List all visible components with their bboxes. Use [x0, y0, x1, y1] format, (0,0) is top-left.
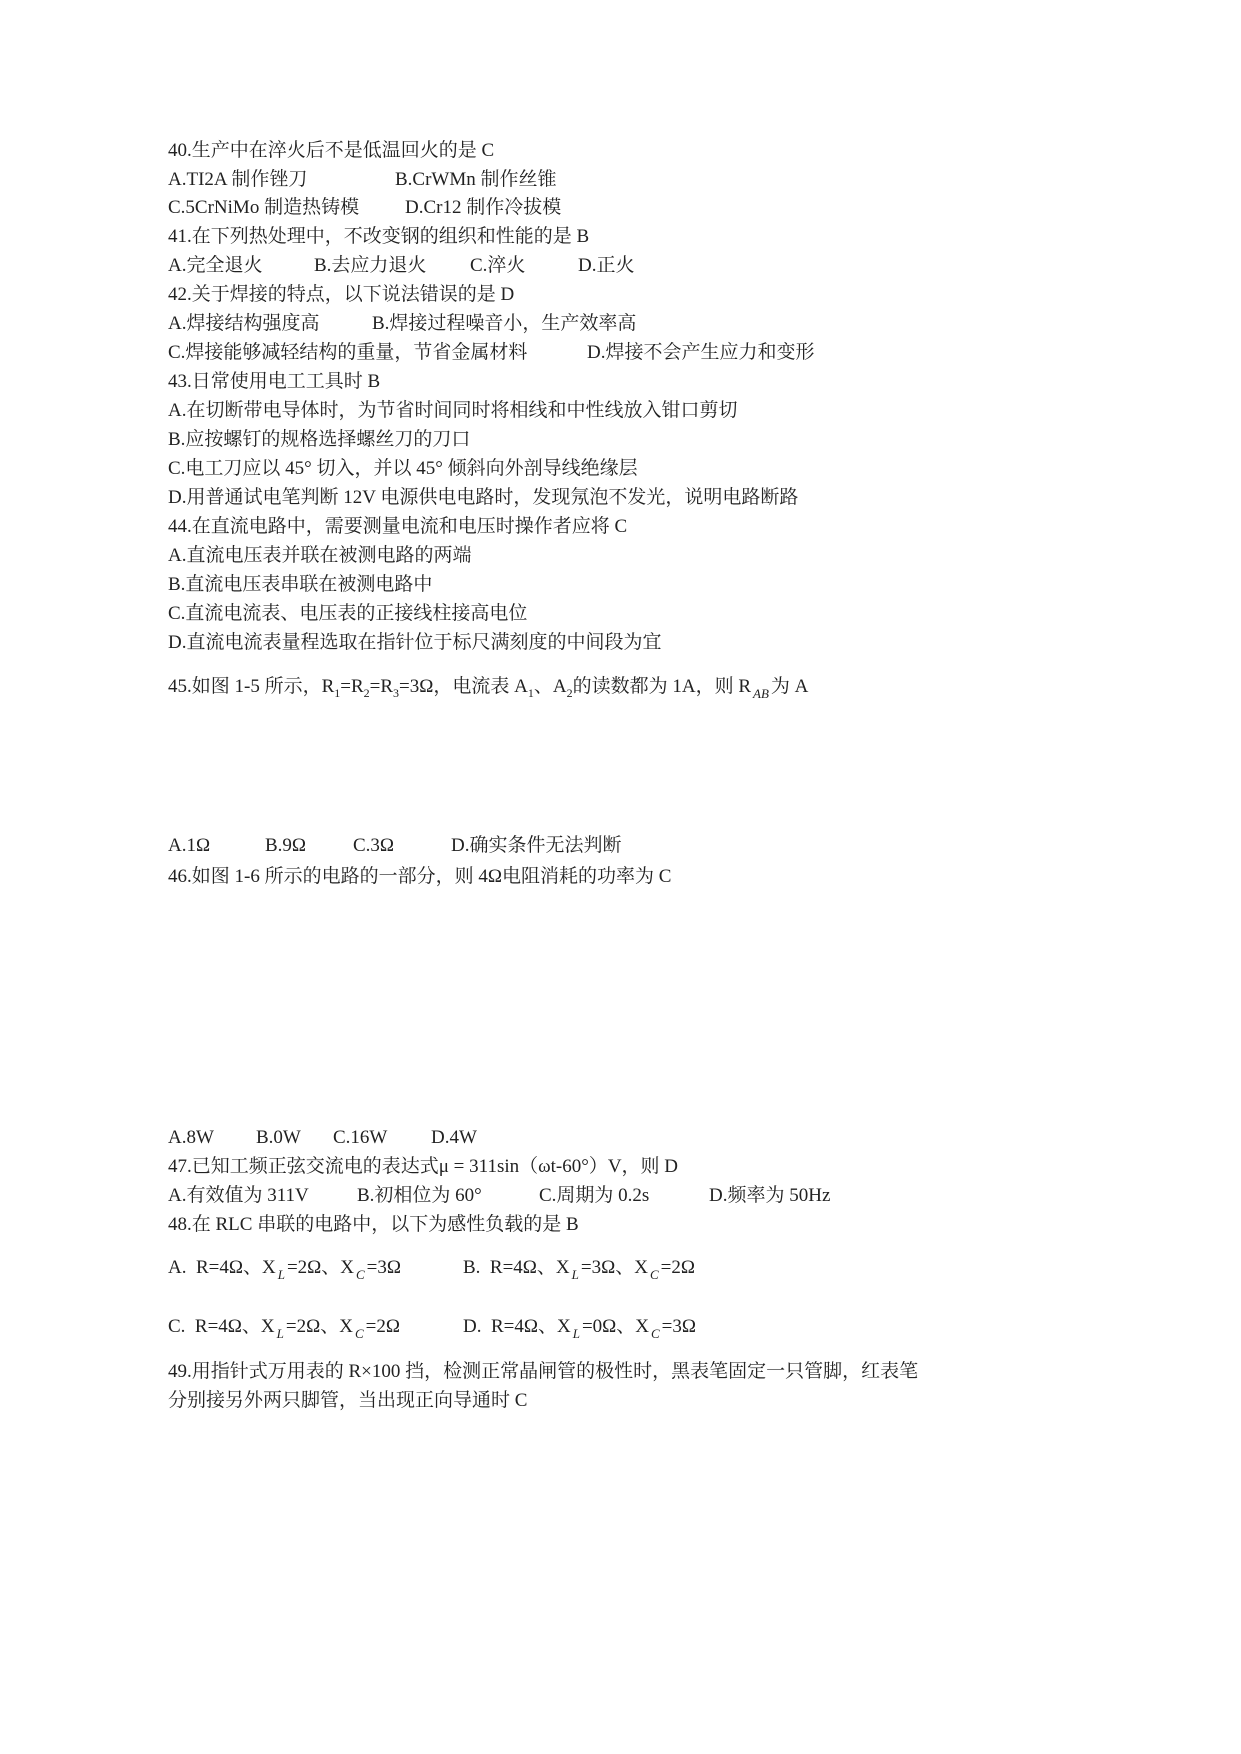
option-row: [0, 193, 1241, 222]
option-b: B.直流电压表串联在被测电路中: [168, 574, 433, 595]
option-b: B.CrWMn 制作丝锥: [395, 169, 557, 190]
option-text: D. R=4Ω、X: [463, 1316, 571, 1337]
option-row: [0, 1312, 1241, 1341]
question-stem: 47.已知工频正弦交流电的表达式μ = 311sin（ωt-60°）V，则 D: [168, 1156, 679, 1177]
subscript: 1: [334, 686, 341, 700]
subscript: C: [354, 1326, 364, 1341]
option-text: =0Ω、X: [581, 1316, 649, 1337]
option-d: D.正火: [578, 255, 635, 276]
option-a: A.完全退火: [168, 255, 263, 276]
question-stem: [168, 672, 808, 701]
option-a: A.8W: [168, 1127, 214, 1148]
option-a: A.TI2A 制作锉刀: [168, 169, 308, 190]
option-row: [0, 338, 1241, 367]
option-text: =3Ω、X: [580, 1257, 648, 1278]
subscript: 2: [566, 686, 573, 700]
option-text: B. R=4Ω、X: [463, 1257, 570, 1278]
subscript: L: [571, 1267, 579, 1282]
option-c: C.直流电流表、电压表的正接线柱接高电位: [168, 603, 528, 624]
option-b: B.0W: [256, 1127, 301, 1148]
question-stem: 48.在 RLC 串联的电路中，以下为感性负载的是 B: [168, 1214, 579, 1235]
option-b: B.初相位为 60°: [357, 1185, 482, 1206]
option-text: =3Ω: [366, 1257, 402, 1278]
option-c: C.电工刀应以 45° 切入，并以 45° 倾斜向外剖导线绝缘层: [168, 458, 638, 479]
option-c: C.焊接能够减轻结构的重量，节省金属材料: [168, 342, 528, 363]
option-text: =2Ω、X: [286, 1257, 354, 1278]
option-b: B.焊接过程噪音小，生产效率高: [372, 313, 637, 334]
question-stem-continued: 分别接另外两只脚管，当出现正向导通时 C: [168, 1390, 528, 1411]
option-a: A.有效值为 311V: [168, 1185, 309, 1206]
option-text: =2Ω、X: [285, 1316, 353, 1337]
option-row: [0, 165, 1241, 194]
question-stem: 44.在直流电路中，需要测量电流和电压时操作者应将 C: [168, 516, 628, 537]
subscript: C: [356, 1267, 365, 1282]
option-c: C.周期为 0.2s: [539, 1185, 650, 1206]
subscript: 3: [393, 686, 400, 700]
subscript: 1: [527, 686, 534, 700]
option-d: D.直流电流表量程选取在指针位于标尺满刻度的中间段为宜: [168, 632, 662, 653]
option-row: [0, 309, 1241, 338]
option-c: C.5CrNiMo 制造热铸模: [168, 197, 360, 218]
subscript: L: [276, 1326, 284, 1341]
option-text: A. R=4Ω、X: [168, 1257, 276, 1278]
subscript: C: [651, 1326, 660, 1341]
option-text: =3Ω: [661, 1316, 697, 1337]
option-b: [463, 1253, 695, 1282]
stem-text: 45.如图 1-5 所示，R: [168, 676, 335, 697]
option-d: D.频率为 50Hz: [709, 1185, 831, 1206]
option-a: A.焊接结构强度高: [168, 313, 320, 334]
option-b: B.去应力退火: [314, 255, 427, 276]
option-b: B.9Ω: [265, 835, 307, 856]
option-row: [0, 251, 1241, 280]
option-text: =2Ω: [365, 1316, 400, 1337]
option-row: [0, 1253, 1241, 1282]
option-d: D.用普通试电笔判断 12V 电源供电电路时，发现氖泡不发光，说明电路断路: [168, 487, 799, 508]
option-a: A.直流电压表并联在被测电路的两端: [168, 545, 472, 566]
option-text: =2Ω: [660, 1257, 695, 1278]
stem-text: =3Ω，电流表 A: [399, 676, 528, 697]
subscript: L: [572, 1326, 580, 1341]
option-row: [0, 1181, 1241, 1210]
stem-text: =R: [340, 676, 364, 697]
option-d: D.焊接不会产生应力和变形: [587, 342, 815, 363]
stem-text: =R: [369, 676, 394, 697]
question-stem: 40.生产中在淬火后不是低温回火的是 C: [168, 140, 495, 161]
option-d: D.4W: [431, 1127, 477, 1148]
question-stem: 43.日常使用电工工具时 B: [168, 371, 381, 392]
question-stem: 41.在下列热处理中，不改变钢的组织和性能的是 B: [168, 226, 590, 247]
subscript: 2: [363, 686, 370, 700]
option-c: C.淬火: [470, 255, 526, 276]
option-c: C.3Ω: [353, 835, 395, 856]
option-c: [168, 1312, 400, 1341]
question-stem: 42.关于焊接的特点，以下说法错误的是 D: [168, 284, 515, 305]
subscript: L: [277, 1267, 285, 1282]
option-a: A.1Ω: [168, 835, 211, 856]
option-d: D.确实条件无法判断: [451, 835, 622, 856]
option-d: D.Cr12 制作冷拔模: [405, 197, 562, 218]
option-c: C.16W: [333, 1127, 388, 1148]
option-text: C. R=4Ω、X: [168, 1316, 275, 1337]
subscript: C: [649, 1267, 659, 1282]
option-a: A.在切断带电导体时，为节省时间同时将相线和中性线放入钳口剪切: [168, 400, 738, 421]
question-stem: 46.如图 1-6 所示的电路的一部分，则 4Ω电阻消耗的功率为 C: [168, 866, 672, 887]
question-stem: 49.用指针式万用表的 R×100 挡，检测正常晶闸管的极性时，黑表笔固定一只管脚，红表笔: [168, 1361, 919, 1382]
stem-text: 的读数都为 1A，则 R: [572, 676, 751, 697]
option-b: B.应按螺钉的规格选择螺丝刀的刀口: [168, 429, 471, 450]
stem-text: 、A: [533, 676, 567, 697]
option-row: [0, 1123, 1241, 1152]
option-d: [463, 1312, 696, 1341]
option-a: [168, 1253, 401, 1282]
subscript: AB: [753, 686, 769, 701]
option-row: [0, 831, 1241, 860]
stem-text: 为 A: [770, 676, 809, 697]
